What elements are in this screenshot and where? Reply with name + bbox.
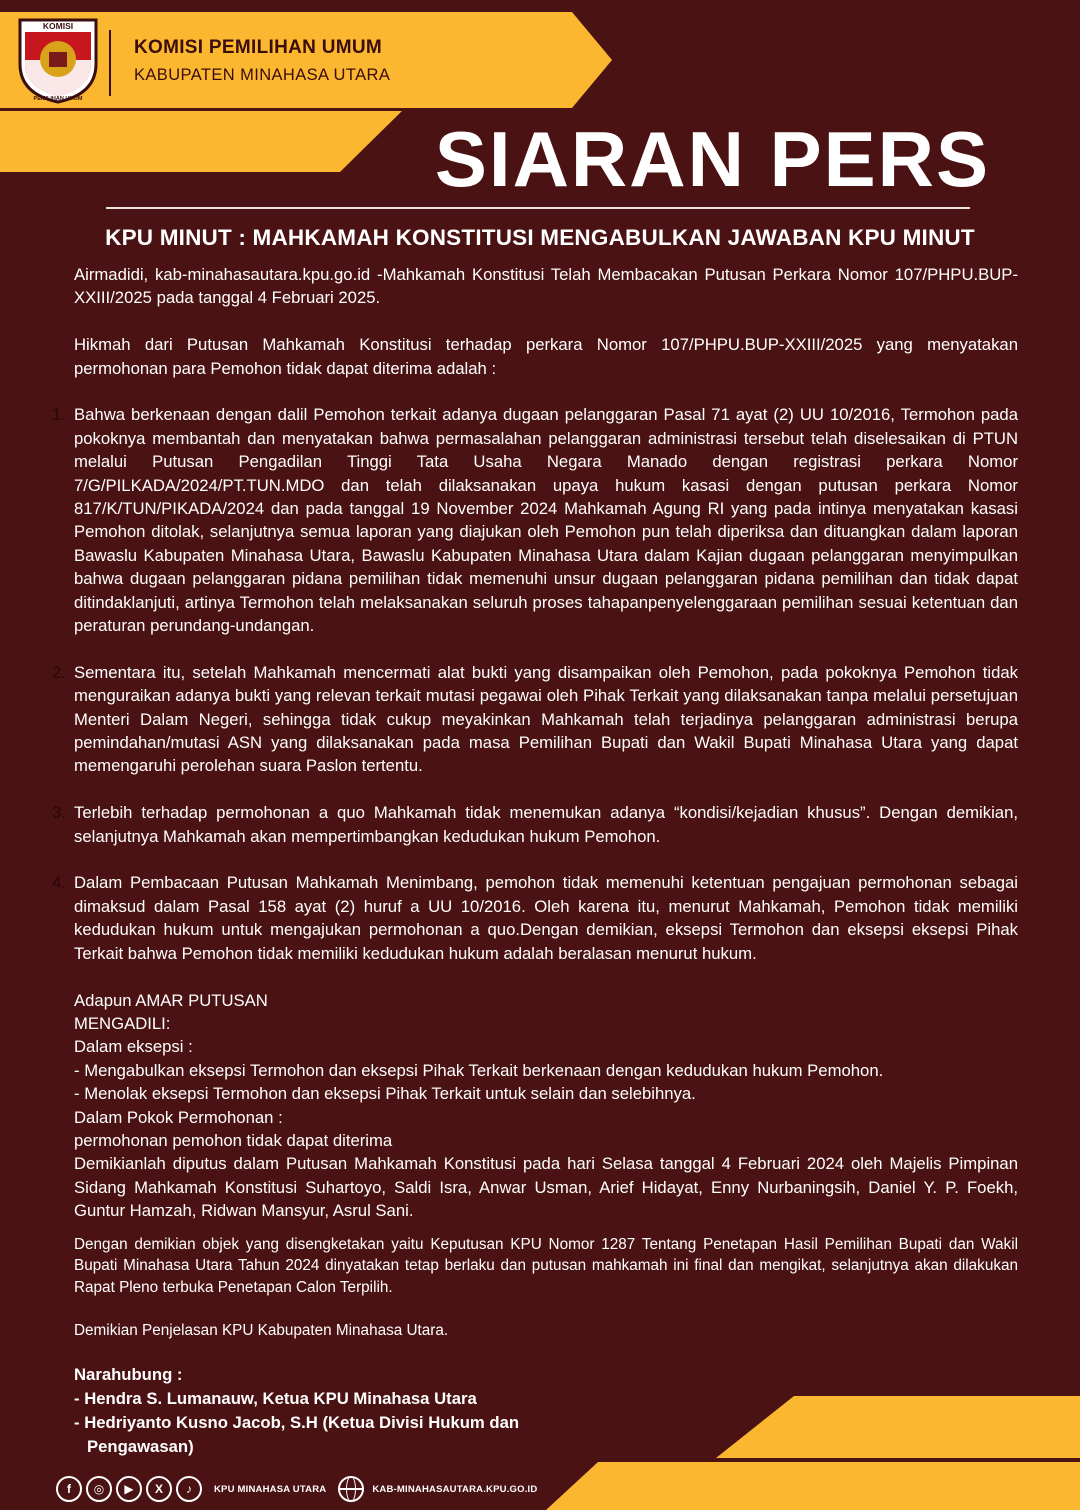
svg-text:PEMILIHAN UMUM: PEMILIHAN UMUM: [33, 96, 83, 102]
facebook-icon[interactable]: f: [56, 1476, 82, 1502]
list-text: Bahwa berkenaan dengan dalil Pemohon terkait adanya dugaan pelanggaran Pasal 71 ayat (2) UU 10/2016, Termohon pada pokoknya membantah dan menyatakan bahwa permasalahan pelanggaran administrasi tersebut telah diselesaikan di PTUN melalui Putusan Pengadilan Tinggi Tata Usaha Negara Manado dengan registrasi perkara Nomor 7/G/PILKADA/2024/PT.TUN.MDO dan telah dilaksanakan upaya hukum kasasi dengan putusan perkara Nomor 817/K/TUN/PIKADA/2024 dan pada tanggal 19 November 2024 Mahkamah Agung RI yang pada intinya menyatakan kasasi Pemohon ditolak, selanjutnya semua laporan yang diajukan oleh Pemohon pun telah diperiksa dan dituangkan dalam laporan Bawaslu Kabupaten Minahasa Utara, Bawaslu Kabupaten Minahasa Utara dalam Kajian dugaan pelanggaran menyimpulkan bahwa dugaan pelanggaran pidana pemilihan tidak memenuhi unsur dugaan pelanggaran pidana pemilihan dan tidak dapat ditindaklanjuti, artinya Termohon telah melaksanakan seluruh proses tahapanpenyelenggaraan pemilihan sesuai ketentuan dan peraturan perundang-undangan.: [74, 405, 1018, 636]
closing-paragraph: Dengan demikian objek yang disengketakan yaitu Keputusan KPU Nomor 1287 Tentang Penetapan Hasil Pemilihan Bupati dan Wakil Bupati Minahasa Utara Tahun 2024 dinyatakan tetap berlaku dan putusan mahkamah ini final dan mengikat, selanjutnya akan dilakukan Rapat Pleno terbuka Penetapan Calon Terpilih.: [74, 1235, 1018, 1296]
tiktok-icon[interactable]: ♪: [176, 1476, 202, 1502]
footer-accent-bottom: [546, 1462, 1080, 1510]
contact-line: Pengawasan): [87, 1436, 194, 1456]
contact-line: - Hedriyanto Kusno Jacob, S.H (Ketua Divisi Hukum dan: [74, 1412, 520, 1432]
findings-list: [52, 403, 1018, 965]
closing-paragraph: Demikian Penjelasan KPU Kabupaten Minahasa Utara.: [74, 1321, 449, 1339]
headline: KPU MINUT : MAHKAMAH KONSTITUSI MENGABULKAN JAWABAN KPU MINUT: [105, 225, 975, 250]
intro-paragraph: Hikmah dari Putusan Mahkamah Konstitusi terhadap perkara Nomor 107/PHPU.BUP-XXIII/2025 yang menyatakan permohonan para Pemohon tidak dapat diterima adalah :: [74, 335, 1018, 378]
list-number: 2.: [52, 662, 66, 682]
contact-line: - Hendra S. Lumanauw, Ketua KPU Minahasa Utara: [74, 1388, 477, 1408]
footer: [56, 1475, 537, 1503]
amar-putusan: [74, 989, 1018, 1223]
amar-line: Dalam Pokok Permohonan :: [74, 1107, 283, 1127]
list-item: [52, 801, 1018, 848]
press-release-title: SIARAN PERS: [434, 115, 990, 203]
instagram-icon[interactable]: ◎: [86, 1476, 112, 1502]
amar-line: - Menolak eksepsi Termohon dan eksepsi Pihak Terkait untuk selain dan selebihnya.: [74, 1084, 696, 1104]
header-divider: [109, 30, 111, 96]
press-release-body: [52, 263, 1018, 1459]
list-text: Terlebih terhadap permohonan a quo Mahkamah tidak menemukan adanya “kondisi/kejadian khusus”. Dengan demikian, selanjutnya Mahkamah akan mempertimbangkan kedudukan hukum Pemohon.: [74, 803, 1018, 846]
list-item: [52, 661, 1018, 778]
globe-icon: [338, 1476, 364, 1502]
amar-line: permohonan pemohon tidak dapat diterima: [74, 1130, 393, 1150]
amar-line: MENGADILI:: [74, 1013, 171, 1033]
list-number: 4.: [52, 873, 66, 893]
social-account[interactable]: KPU MINAHASA UTARA: [214, 1483, 327, 1495]
social-icons: [56, 1476, 202, 1502]
org-subtitle: KABUPATEN MINAHASA UTARA: [134, 66, 391, 84]
list-item: [52, 403, 1018, 637]
org-name: KOMISI PEMILIHAN UMUM: [134, 37, 383, 58]
list-text: Sementara itu, setelah Mahkamah mencermati alat bukti yang disampaikan oleh Pemohon, pada pokoknya Pemohon tidak menguraikan adanya bukti yang relevan terkait mutasi pegawai oleh Pihak Terkait yang dilaksanakan tanpa melalui persetujuan Menteri Dalam Negeri, sehingga tidak cukup meyakinkan Mahkamah telah terjadinya pelanggaran administrasi berupa pemindahan/mutasi ASN yang dilaksanakan pada masa Pemilihan Bupati dan Wakil Bupati Minahasa Utara yang dapat memengaruhi perolehan suara Paslon tertentu.: [74, 662, 1018, 776]
closing-section: [74, 1234, 1018, 1342]
youtube-icon[interactable]: ▶: [116, 1476, 142, 1502]
svg-text:KOMISI: KOMISI: [42, 21, 74, 31]
x-icon[interactable]: X: [146, 1476, 172, 1502]
contact-title: Narahubung :: [74, 1364, 183, 1384]
header-accent-band: [0, 111, 402, 172]
contact-section: [74, 1363, 1018, 1459]
amar-line: Adapun AMAR PUTUSAN: [74, 990, 268, 1010]
amar-line: Demikianlah diputus dalam Putusan Mahkamah Konstitusi pada hari Selasa tanggal 4 Februari 2024 oleh Majelis Pimpinan Sidang Mahkamah Konstitusi Suhartoyo, Saldi Isra, Anwar Usman, Arief Hidayat, Enny Nurbaningsih, Daniel Y. P. Foekh, Guntur Hamzah, Ridwan Mansyur, Asrul Sani.: [74, 1154, 1018, 1221]
list-number: 1.: [52, 405, 66, 425]
title-rule: [106, 207, 970, 209]
intro-paragraph: Airmadidi, kab-minahasautara.kpu.go.id -Mahkamah Konstitusi Telah Membacakan Putusan Perkara Nomor 107/PHPU.BUP-XXIII/2025 pada tanggal 4 Februari 2025.: [74, 265, 1018, 308]
amar-line: - Mengabulkan eksepsi Termohon dan eksepsi Pihak Terkait berkenaan dengan kedudukan hukum Pemohon.: [74, 1060, 884, 1080]
website-link[interactable]: KAB-MINAHASAUTARA.KPU.GO.ID: [372, 1483, 538, 1495]
list-number: 3.: [52, 803, 66, 823]
kpu-logo: [16, 14, 100, 104]
amar-line: Dalam eksepsi :: [74, 1037, 193, 1057]
list-text: Dalam Pembacaan Putusan Mahkamah Menimbang, pemohon tidak memenuhi ketentuan pengajuan permohonan sebagai dimaksud dalam Pasal 158 ayat (2) huruf a UU 10/2016. Oleh karena itu, menurut Mahkamah, Pemohon tidak memiliki kedudukan hukum untuk mengajukan permohonan a quo.Dengan demikian, eksepsi Termohon dan eksepsi eksepsi Pihak Terkait bahwa Pemohon tidak memiliki kedudukan hukum adalah beralasan menurut hukum.: [74, 873, 1018, 963]
list-item: [52, 871, 1018, 965]
